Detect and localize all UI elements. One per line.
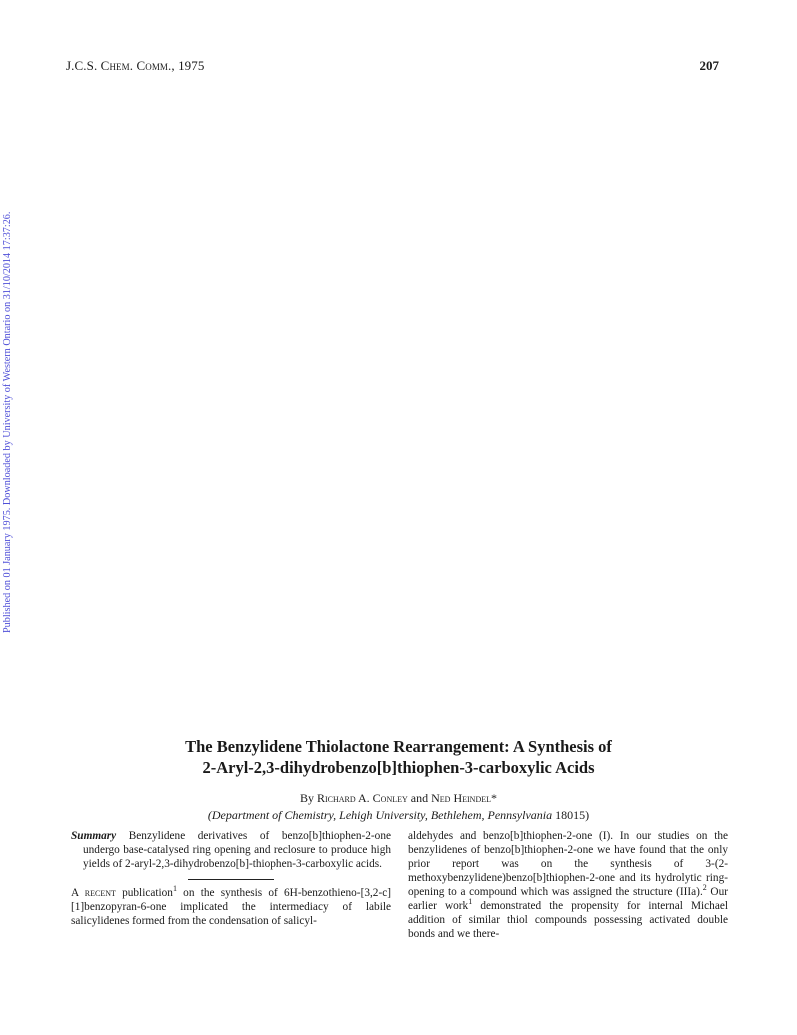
- body-paragraph-left: [71, 886, 391, 928]
- summary-text: Benzylidene derivatives of benzo[b]thiophen-2-one undergo base-catalysed ring opening and reclosure to produce high yields of 2-aryl-2,3-dihydrobenzo[b]-thiophen-3-carboxylic acids.: [83, 830, 391, 870]
- right-text-c: demonstrated the propensity for internal Michael addition of similar thiol compounds possessing activated double bonds and we there-: [408, 900, 728, 940]
- title-line-2: 2-Aryl-2,3-dihydrobenzo[b]thiophen-3-carboxylic Acids: [202, 758, 595, 777]
- summary-paragraph: [71, 829, 391, 871]
- authors-by: By: [299, 791, 317, 805]
- right-text-b: Our earlier work: [408, 886, 728, 912]
- right-column: [408, 829, 728, 941]
- journal-year: , 1975: [171, 58, 205, 73]
- section-divider: [188, 879, 274, 880]
- author-conley: Richard A. Conley: [317, 791, 408, 805]
- reference-2[interactable]: 2: [702, 883, 707, 893]
- reference-1[interactable]: 1: [172, 884, 177, 894]
- affiliation: [0, 808, 797, 823]
- author-heindel: Ned Heindel*: [431, 791, 497, 805]
- authors-and: and: [407, 791, 432, 805]
- right-text-a: aldehydes and benzo[b]thiophen-2-one (I). In our studies on the benzylidenes of benzo[b]thiophen-2-one we have found that the only prior report was on the synthesis of 3-(2-methoxybenzylidene)benzo[b]thiophen-2-one and its hydrolytic ring-opening to a compound which was assigned the structure (IIIa).: [408, 830, 728, 898]
- journal-name: Chem. Comm.: [100, 58, 172, 73]
- lead-in: A recent: [71, 887, 116, 899]
- journal-prefix: J.C.S.: [66, 58, 101, 73]
- title-line-1: The Benzylidene Thiolactone Rearrangement: A Synthesis of: [185, 737, 612, 756]
- left-text-b: on the synthesis of 6H-benzothieno-[3,2-c][1]benzopyran-6-one implicated the intermediacy of labile salicylidenes formed from the condensation of salicyl-: [71, 887, 391, 927]
- left-column: [71, 829, 391, 928]
- left-text-a: publication: [115, 887, 173, 899]
- reference-3[interactable]: 1: [468, 897, 473, 907]
- author-line: [0, 791, 797, 806]
- affiliation-code: 18015): [552, 808, 590, 822]
- journal-header: [66, 58, 204, 74]
- summary-label: Summary: [71, 830, 117, 842]
- affiliation-text: Department of Chemistry, Lehigh University, Bethlehem, Pennsylvania: [211, 808, 553, 822]
- body-paragraph-right: [408, 829, 728, 941]
- download-watermark[interactable]: Published on 01 January 1975. Downloaded by University of Western Ontario on 31/10/2014 17:37:26.: [2, 211, 13, 633]
- article-title: [60, 736, 737, 778]
- affiliation-open: (: [207, 808, 212, 822]
- page-number: 207: [699, 58, 719, 73]
